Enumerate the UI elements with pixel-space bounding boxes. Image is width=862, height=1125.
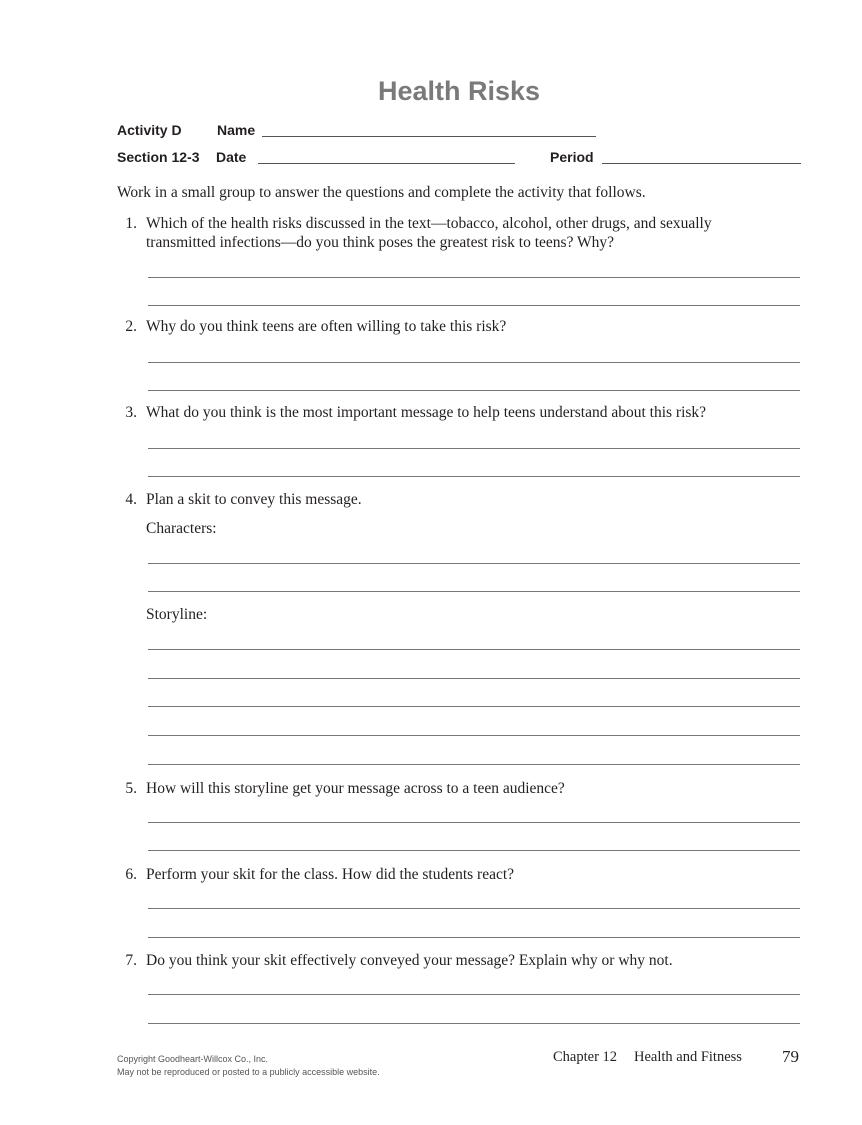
question-number: 4. (125, 491, 137, 508)
answer-line[interactable] (148, 937, 800, 938)
answer-line[interactable] (148, 649, 800, 650)
answer-line[interactable] (148, 908, 800, 909)
chapter-label: Chapter 12 (553, 1049, 618, 1065)
question-text: How will this storyline get your message across to a teen audience? (146, 780, 565, 797)
characters-label: Characters: (146, 520, 217, 537)
answer-line[interactable] (148, 1023, 800, 1024)
question-text: transmitted infections—do you think poses the greatest risk to teens? Why? (146, 234, 615, 251)
name-label: Name (217, 122, 256, 138)
answer-line[interactable] (148, 994, 800, 995)
question-number: 7. (125, 952, 137, 969)
answer-line[interactable] (148, 305, 800, 306)
answer-line[interactable] (148, 277, 800, 278)
question-text: Which of the health risks discussed in the text—tobacco, alcohol, other drugs, and sexually (146, 215, 712, 232)
answer-line[interactable] (148, 362, 800, 363)
answer-line[interactable] (148, 476, 800, 477)
answer-line[interactable] (148, 448, 800, 449)
question-number: 3. (125, 404, 137, 421)
chapter-title: Health and Fitness (634, 1049, 742, 1065)
question-number: 2. (125, 318, 137, 335)
answer-line[interactable] (148, 822, 800, 823)
page-title: Health Risks (377, 76, 541, 106)
copyright-text: Copyright Goodheart-Willcox Co., Inc. (117, 1054, 269, 1064)
section-label: Section 12-3 (117, 149, 200, 165)
date-label: Date (216, 149, 247, 165)
copyright-notice: May not be reproduced or posted to a publicly accessible website. (117, 1067, 380, 1077)
storyline-label: Storyline: (146, 606, 208, 623)
question-text: Perform your skit for the class. How did the students react? (146, 866, 515, 883)
date-field[interactable] (258, 163, 515, 164)
page-number: 79 (782, 1047, 799, 1066)
answer-line[interactable] (148, 563, 800, 564)
question-text: What do you think is the most important message to help teens understand about this risk? (146, 404, 707, 421)
question-text: Plan a skit to convey this message. (146, 491, 362, 508)
activity-label: Activity D (117, 122, 182, 138)
question-text: Do you think your skit effectively conveyed your message? Explain why or why not. (146, 952, 673, 969)
period-label: Period (550, 149, 594, 165)
answer-line[interactable] (148, 764, 800, 765)
answer-line[interactable] (148, 390, 800, 391)
name-field[interactable] (262, 136, 596, 137)
answer-line[interactable] (148, 706, 800, 707)
question-number: 1. (125, 215, 137, 232)
instructions: Work in a small group to answer the questions and complete the activity that follows. (117, 184, 646, 201)
question-text: Why do you think teens are often willing to take this risk? (146, 318, 507, 335)
answer-line[interactable] (148, 850, 800, 851)
answer-line[interactable] (148, 591, 800, 592)
answer-line[interactable] (148, 735, 800, 736)
question-number: 5. (125, 780, 137, 797)
answer-line[interactable] (148, 678, 800, 679)
question-number: 6. (125, 866, 137, 883)
period-field[interactable] (602, 163, 801, 164)
